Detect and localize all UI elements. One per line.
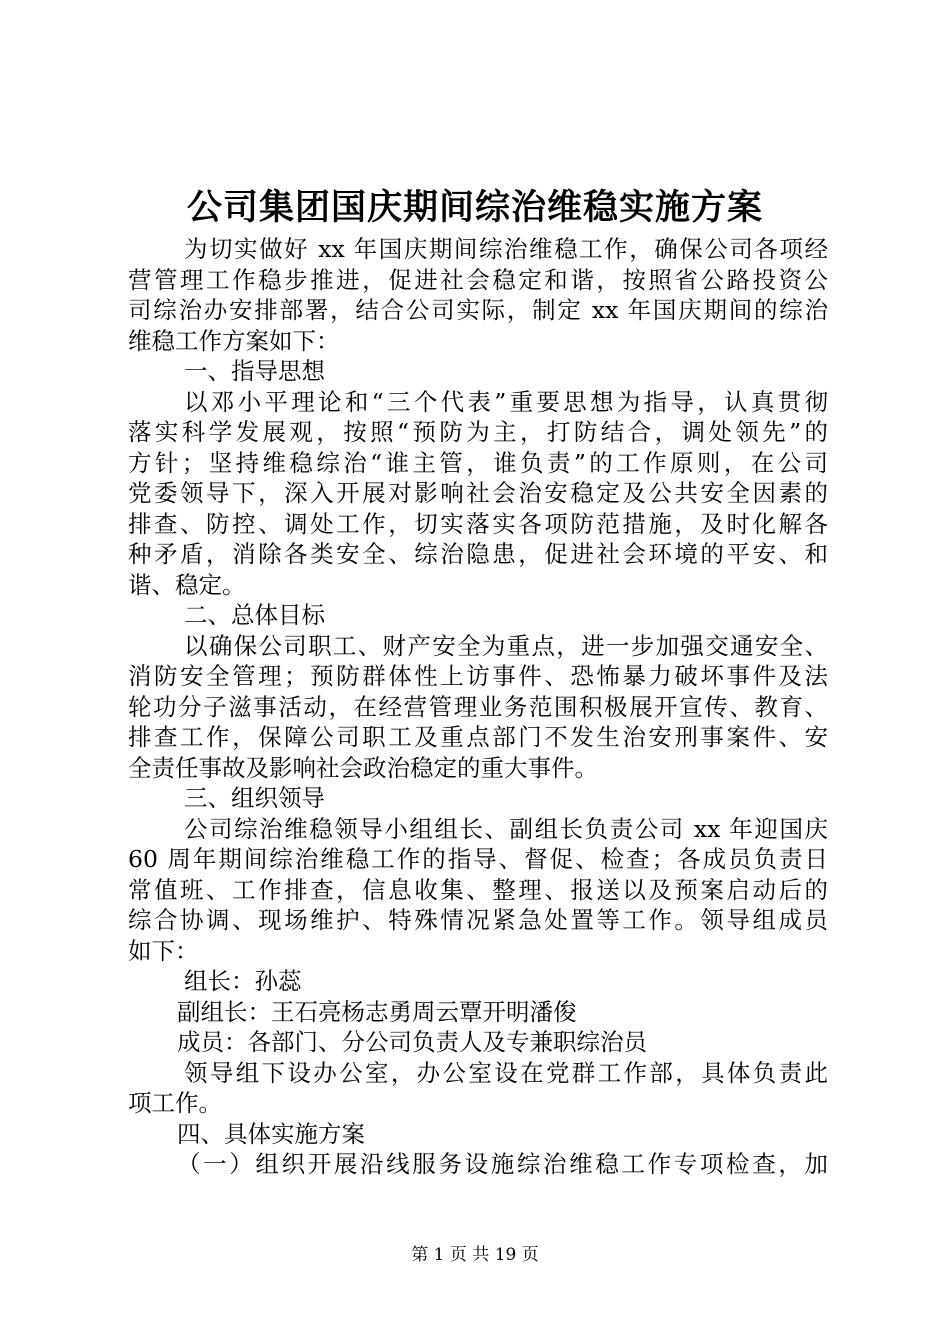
- text-line: 公司综治维稳领导小组组长、副组长负责公司 xx 年迎国庆: [184, 814, 828, 843]
- text-line: 落实科学发展观，按照“预防为主，打防结合，调处领先”的: [128, 418, 828, 446]
- text-line: 成员：各部门、分公司负责人及专兼职综治员: [177, 1028, 647, 1056]
- text-line: 排查工作，保障公司职工及重点部门不发生治安刑事案件、安: [128, 723, 828, 751]
- text-line: 一、指导思想: [184, 357, 325, 385]
- text-line: （一）组织开展沿线服务设施综治维稳工作专项检查，加: [177, 1150, 828, 1178]
- text-line: 种矛盾，消除各类安全、综治隐患，促进社会环境的平安、和: [128, 540, 828, 568]
- page-footer: 第 1 页 共 19 页: [411, 1245, 539, 1265]
- document-title: 公司集团国庆期间综治维稳实施方案: [186, 187, 763, 228]
- text-line: 营管理工作稳步推进，促进社会稳定和谐，按照省公路投资公: [128, 265, 828, 294]
- text-line: 常值班、工作排查，信息收集、整理、报送以及预案启动后的: [128, 875, 828, 904]
- text-line: 项工作。: [128, 1089, 222, 1117]
- text-line: 四、具体实施方案: [177, 1119, 365, 1148]
- text-line: 二、总体目标: [184, 601, 325, 629]
- text-line: 60 周年期间综治维稳工作的指导、督促、检查；各成员负责日: [128, 845, 828, 873]
- text-line: 组长：孙蕊: [184, 967, 302, 995]
- text-line: 为切实做好 xx 年国庆期间综治维稳工作，确保公司各项经: [184, 235, 828, 263]
- text-line: 方针；坚持维稳综治“谁主管，谁负责”的工作原则，在公司: [128, 448, 828, 477]
- text-line: 司综治办安排部署，结合公司实际，制定 xx 年国庆期间的综治: [128, 296, 828, 324]
- text-line: 综合协调、现场维护、特殊情况紧急处置等工作。领导组成员: [128, 906, 828, 934]
- text-line: 三、组织领导: [184, 784, 325, 812]
- text-line: 以确保公司职工、财产安全为重点，进一步加强交通安全、: [184, 631, 828, 660]
- text-line: 副组长：王石亮杨志勇周云覃开明潘俊: [177, 997, 577, 1026]
- document-body: [128, 234, 828, 1180]
- text-line: 以邓小平理论和“三个代表”重要思想为指导，认真贯彻: [184, 387, 828, 416]
- text-line: 排查、防控、调处工作，切实落实各项防范措施，及时化解各: [128, 509, 828, 538]
- text-line: 轮功分子滋事活动，在经营管理业务范围积极展开宣传、教育、: [128, 692, 828, 721]
- text-line: 领导组下设办公室，办公室设在党群工作部，具体负责此: [184, 1058, 828, 1087]
- text-line: 如下：: [128, 936, 199, 965]
- text-line: 维稳工作方案如下：: [128, 326, 340, 355]
- text-line: 党委领导下，深入开展对影响社会治安稳定及公共安全因素的: [128, 479, 828, 507]
- text-line: 全责任事故及影响社会政治稳定的重大事件。: [128, 753, 598, 782]
- text-line: 谐、稳定。: [128, 570, 246, 599]
- text-line: 消防安全管理；预防群体性上访事件、恐怖暴力破坏事件及法: [128, 662, 828, 690]
